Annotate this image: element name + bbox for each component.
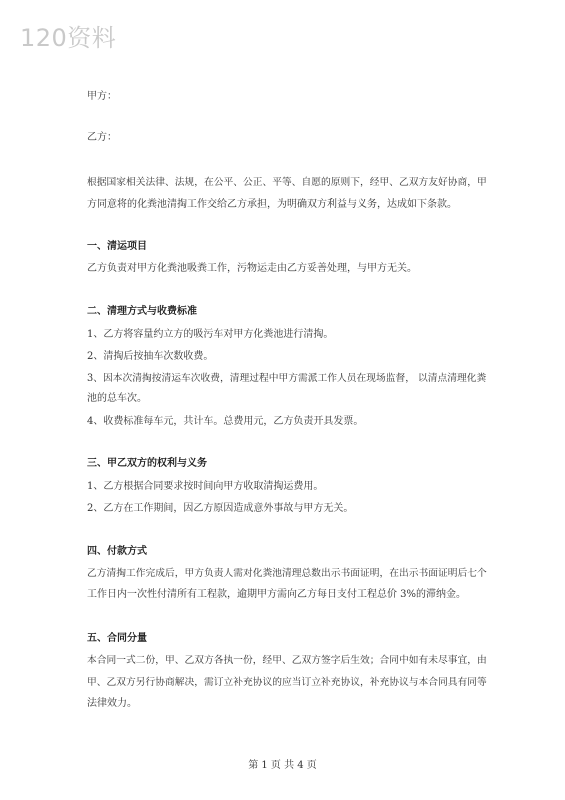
section-paragraph: 工作日内一次性付清所有工程款，逾期甲方需向乙方每日支付工程总价 3%的滞纳金。 bbox=[87, 589, 467, 600]
section-paragraph: 法律效力。 bbox=[87, 698, 137, 709]
section-paragraph: 池的总车次。 bbox=[87, 393, 147, 404]
preamble-line: 根据国家相关法律、法规，在公平、公正、平等、自愿的原则下，经甲、乙双方友好协商，甲 bbox=[87, 177, 487, 188]
section-paragraph: 乙方清掏工作完成后，甲方负责人需对化粪池清理总数出示书面证明，在出示书面证明后七个 bbox=[87, 568, 487, 579]
page-footer: 第 1 页 共 4 页 bbox=[248, 760, 317, 771]
watermark-logo: 120资料 bbox=[20, 24, 117, 52]
section-heading: 一、清运项目 bbox=[87, 241, 147, 252]
section-heading: 三、甲乙双方的权利与义务 bbox=[87, 458, 207, 469]
preamble-line: 方同意将的化粪池清掏工作交给乙方承担，为明确双方利益与义务，达成如下条款。 bbox=[87, 199, 457, 210]
section-paragraph: 3、因本次清掏按清运车次收费，清理过程中甲方需派工作人员在现场监督， 以清点清理化粪 bbox=[87, 373, 487, 384]
section-paragraph: 2、乙方在工作期间，因乙方原因造成意外事故与甲方无关。 bbox=[87, 503, 354, 514]
party-a-label: 甲方： bbox=[87, 91, 117, 102]
party-b-label: 乙方： bbox=[87, 132, 117, 143]
section-heading: 四、付款方式 bbox=[87, 546, 147, 557]
section-paragraph: 甲、乙双方另行协商解决，需订立补充协议的应当订立补充协议，补充协议与本合同具有同等 bbox=[87, 677, 487, 688]
section-paragraph: 本合同一式二份，甲、乙双方各执一份，经甲、乙双方签字后生效；合同中如有未尽事宜，由 bbox=[87, 655, 487, 666]
section-paragraph: 4、收费标准每车元，共计车。总费用元，乙方负责开具发票。 bbox=[87, 416, 364, 427]
section-heading: 二、清理方式与收费标准 bbox=[87, 306, 197, 317]
section-paragraph: 1、乙方根据合同要求按时间向甲方收取清掏运费用。 bbox=[87, 481, 324, 492]
section-paragraph: 2、清掏后按抽车次数收费。 bbox=[87, 351, 214, 362]
section-heading: 五、合同分量 bbox=[87, 633, 147, 644]
section-paragraph: 乙方负责对甲方化粪池吸粪工作，污物运走由乙方妥善处理，与甲方无关。 bbox=[87, 263, 417, 274]
section-paragraph: 1、乙方将容量约立方的吸污车对甲方化粪池进行清掏。 bbox=[87, 329, 334, 340]
